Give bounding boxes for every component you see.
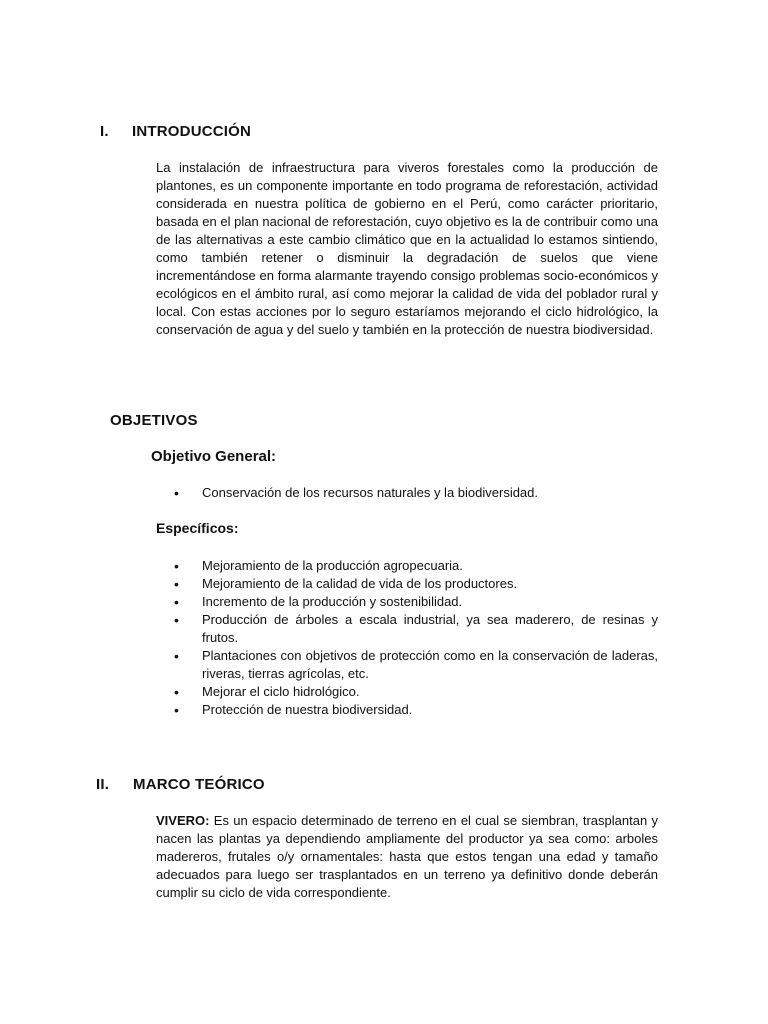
list-item [174,701,658,719]
list-item-text: Plantaciones con objetivos de protección como en la conservación de laderas, riveras, tierras agrícolas, etc. [202,648,658,681]
section-heading-introduccion [100,123,400,143]
list-item-text: Mejoramiento de la calidad de vida de los productores. [202,576,518,591]
vivero-term: VIVERO: [156,813,210,828]
section-number: I. [100,123,109,140]
list-item [174,575,658,593]
list-item [174,557,658,575]
list-item [174,683,658,701]
list-item-text: Mejoramiento de la producción agropecuaria. [202,558,463,573]
list-item-text: Producción de árboles a escala industrial, ya sea maderero, de resinas y frutos. [202,612,658,645]
bullet-icon: • [174,485,179,501]
vivero-definition: Es un espacio determinado de terreno en el cual se siembran, trasplantan y nacen las plantas ya dependiendo ampliamente del productor ya sea como: arboles madereros, frutales o/y ornamentales: hasta que estos tengan una edad y tamaño adecuados para luego ser trasplantados en un terreno ya definitivo donde deberán cumplir su ciclo de vida correspondiente. [156,813,658,900]
objetivos-title: OBJETIVOS [110,412,198,429]
especificos-heading: Específicos: [156,520,239,536]
objetivo-general-list [174,484,658,502]
list-item [174,484,658,502]
bullet-icon: • [174,702,179,718]
especificos-list [174,557,658,719]
vivero-definition-paragraph [156,812,658,902]
section-title: MARCO TEÓRICO [133,776,265,793]
bullet-icon: • [174,648,179,664]
list-item-text: Mejorar el ciclo hidrológico. [202,684,360,699]
section-title: INTRODUCCIÓN [132,123,252,140]
list-item-text: Protección de nuestra biodiversidad. [202,702,413,717]
bullet-icon: • [174,612,179,628]
section-heading-marco-teorico [96,776,396,796]
list-item [174,647,658,683]
bullet-icon: • [174,594,179,610]
bullet-icon: • [174,684,179,700]
list-item [174,611,658,647]
list-item-text: Conservación de los recursos naturales y la biodiversidad. [202,485,539,500]
bullet-icon: • [174,576,179,592]
objetivo-general-heading: Objetivo General: [151,448,277,465]
bullet-icon: • [174,558,179,574]
introduction-paragraph: La instalación de infraestructura para viveros forestales como la producción de plantones, es un componente importante en todo programa de reforestación, actividad considerada en nuestra política de gobierno en el Perú, como carácter prioritario, basada en el plan nacional de reforestación, cuyo objetivo es la de contribuir como una de las alternativas a este cambio climático que en la actualidad lo estamos sintiendo, como también retener o disminuir la degradación de suelos que viene incrementándose en forma alarmante trayendo consigo problemas socio-económicos y ecológicos en el ámbito rural, así como mejorar la calidad de vida del poblador rural y local. Con estas acciones por lo seguro estaríamos mejorando el ciclo hidrológico, la conservación de agua y del suelo y también en la protección de nuestra biodiversidad. [156,160,658,337]
list-item [174,593,658,611]
objetivos-heading [110,412,310,432]
section-number: II. [96,776,110,793]
list-item-text: Incremento de la producción y sostenibilidad. [202,594,463,609]
